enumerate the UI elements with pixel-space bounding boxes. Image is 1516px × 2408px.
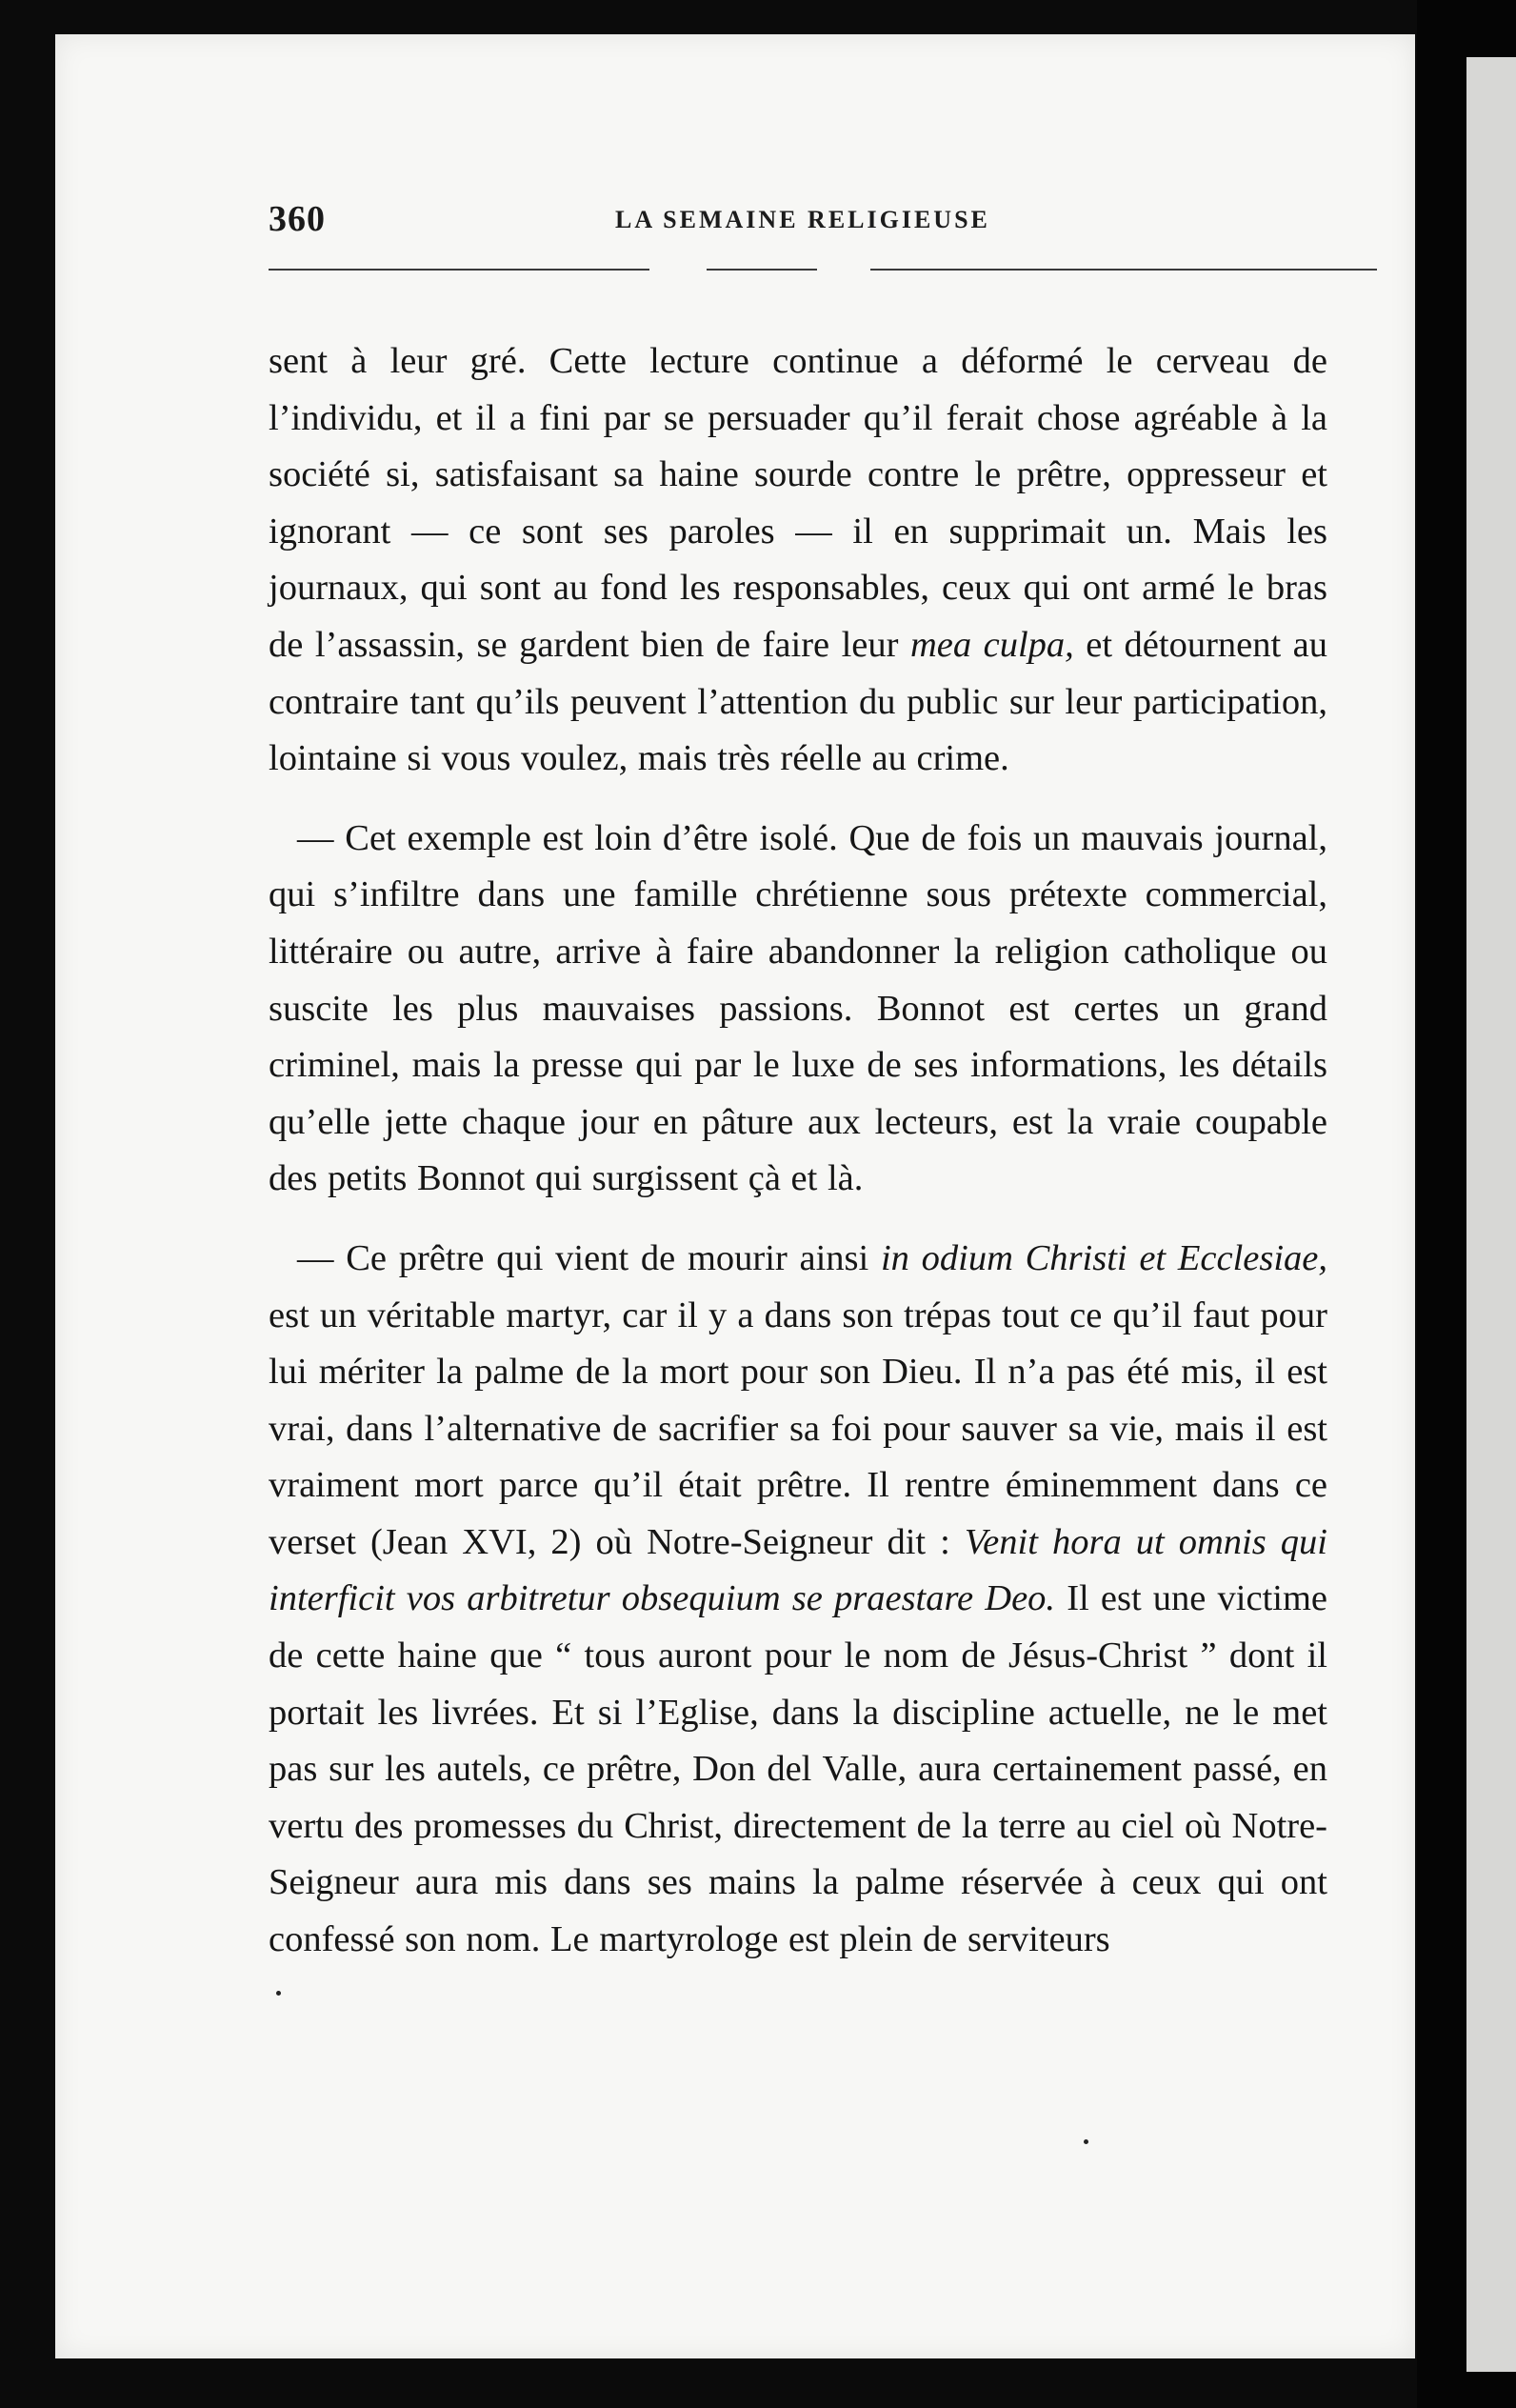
text-span: sent à leur gré. Cette lecture continue a déformé le cerveau de l’individu, et il a fini par se persuader qu’il ferait chose agréable à la société si, satisfaisant sa haine sourde contre le prêtre, oppresseur et ignorant — ce sont ses paroles — il en supprimait un. Mais les journaux, qui sont au fond les responsables, ceux qui ont armé le bras de l’assassin, se gardent bien de faire leur <box>269 341 1327 665</box>
book-page <box>55 34 1415 2358</box>
italic-text: mea culpa, <box>909 624 1074 665</box>
page-content <box>269 177 1377 1960</box>
italic-text: Venit hora ut omnis qui interficit vos arbitretur obsequium se praestare Deo. <box>269 1521 1327 1619</box>
text-span: est un véritable martyr, car il y a dans son trépas tout ce qu’il faut pour lui mériter la palme de la mort pour son Dieu. Il n’a pas été mis, il est vrai, dans l’alternative de sacrifier sa foi pour sauver sa vie, mais il est vraiment mort parce qu’il était prêtre. Il rentre éminemment dans ce verset (Jean XVI, 2) où Notre-Seigneur dit : <box>269 1294 1327 1562</box>
paragraph <box>269 811 1327 1208</box>
header-rule <box>870 269 1377 271</box>
text-span: Il est une victime de cette haine que “ tous auront pour le nom de Jésus-Christ ” dont il portait les livrées. Et si l’Eglise, dans la discipline actuelle, ne le met pas sur les autels, ce prêtre, Don del Valle, aura certainement passé, en vertu des promesses du Christ, directement de la terre au ciel où Notre-Seigneur aura mis dans ses mains la palme réservée à ceux qui ont confessé son nom. Le martyrologe est plein de serviteurs <box>269 1578 1327 1960</box>
paragraph <box>269 1231 1327 1969</box>
next-page-edge <box>1466 57 1516 2372</box>
header-rule <box>269 269 649 271</box>
text-span: et détournent au contraire tant qu’ils peuvent l’attention du public sur leur participation, lointaine si vous voulez, mais très réelle au crime. <box>269 624 1327 779</box>
header-rule <box>707 269 817 271</box>
page-number: 360 <box>269 199 326 239</box>
scan-speck <box>276 1991 281 1996</box>
text-span: — Ce prêtre qui vient de mourir ainsi <box>297 1237 881 1278</box>
body-text <box>269 333 1327 1969</box>
italic-text: in odium Christi et Ecclesiae, <box>880 1237 1327 1278</box>
running-head <box>269 177 1377 248</box>
text-span: — Cet exemple est loin d’être isolé. Que de fois un mauvais journal, qui s’infiltre dans une famille chrétienne sous prétexte commercial, littéraire ou autre, arrive à faire abandonner la religion catholique ou suscite les plus mauvaises passions. Bonnot est certes un grand criminel, mais la presse qui par le luxe de ses informations, les détails qu’elle jette chaque jour en pâture aux lecteurs, est la vraie coupable des petits Bonnot qui surgissent çà et là. <box>269 817 1327 1199</box>
running-title: LA SEMAINE RELIGIEUSE <box>615 206 990 233</box>
scan-speck <box>1084 2139 1088 2144</box>
paragraph <box>269 333 1327 788</box>
